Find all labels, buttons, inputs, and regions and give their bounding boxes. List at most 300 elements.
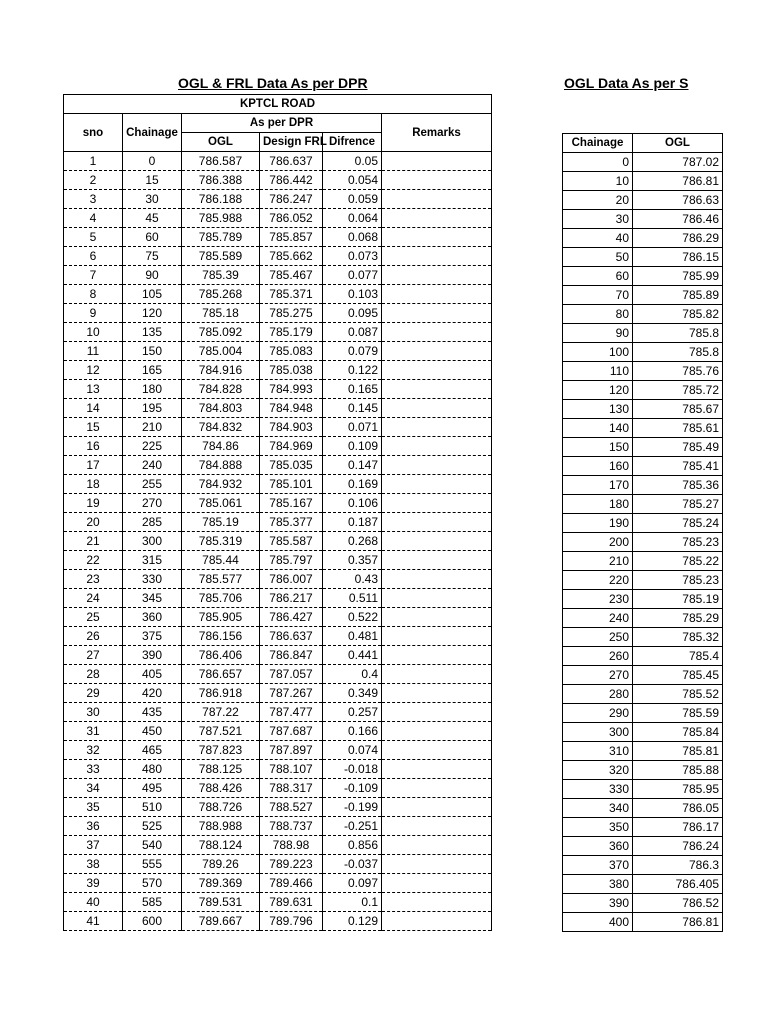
cell-remarks	[382, 760, 492, 779]
cell-ogl: 785.092	[182, 323, 260, 342]
cell-sno: 14	[64, 399, 123, 418]
cell-remarks	[382, 608, 492, 627]
table-row	[64, 152, 492, 171]
cell-remarks	[382, 247, 492, 266]
cell-sno: 15	[64, 418, 123, 437]
cell-chainage: 90	[123, 266, 182, 285]
cell-ogl: 786.46	[633, 210, 723, 229]
cell-chainage: 100	[563, 343, 633, 362]
cell-chainage: 300	[123, 532, 182, 551]
cell-ogl: 784.86	[182, 437, 260, 456]
cell-ogl: 786.63	[633, 191, 723, 210]
cell-ogl: 786.918	[182, 684, 260, 703]
cell-difference: 0.166	[323, 722, 382, 741]
table-row	[563, 742, 723, 761]
cell-ogl: 785.59	[633, 704, 723, 723]
cell-chainage: 310	[563, 742, 633, 761]
cell-sno: 31	[64, 722, 123, 741]
cell-ogl: 785.29	[633, 609, 723, 628]
cell-ogl: 788.988	[182, 817, 260, 836]
cell-remarks	[382, 152, 492, 171]
cell-chainage: 105	[123, 285, 182, 304]
cell-design-frl: 784.903	[260, 418, 323, 437]
cell-ogl: 786.05	[633, 799, 723, 818]
cell-ogl: 785.577	[182, 570, 260, 589]
cell-ogl: 786.52	[633, 894, 723, 913]
dpr-data-table	[63, 94, 492, 931]
table-row	[64, 285, 492, 304]
table-row	[563, 324, 723, 343]
cell-ogl: 784.828	[182, 380, 260, 399]
cell-difference: 0.073	[323, 247, 382, 266]
cell-design-frl: 785.179	[260, 323, 323, 342]
cell-chainage: 10	[563, 172, 633, 191]
cell-ogl: 789.531	[182, 893, 260, 912]
cell-chainage: 480	[123, 760, 182, 779]
cell-ogl: 787.02	[633, 153, 723, 172]
cell-difference: 0.068	[323, 228, 382, 247]
cell-sno: 1	[64, 152, 123, 171]
cell-remarks	[382, 513, 492, 532]
cell-chainage: 350	[563, 818, 633, 837]
cell-chainage: 210	[123, 418, 182, 437]
table-row	[64, 874, 492, 893]
cell-difference: 0.349	[323, 684, 382, 703]
cell-ogl: 785.67	[633, 400, 723, 419]
cell-chainage: 255	[123, 475, 182, 494]
table-row	[64, 722, 492, 741]
table-row	[563, 210, 723, 229]
table-row	[64, 247, 492, 266]
right-table-title: OGL Data As per S	[564, 75, 689, 91]
cell-chainage: 260	[563, 647, 633, 666]
cell-ogl: 786.81	[633, 913, 723, 932]
cell-design-frl: 785.857	[260, 228, 323, 247]
cell-sno: 22	[64, 551, 123, 570]
table-row	[563, 685, 723, 704]
cell-design-frl: 785.377	[260, 513, 323, 532]
cell-ogl: 785.76	[633, 362, 723, 381]
cell-difference: 0.257	[323, 703, 382, 722]
cell-remarks	[382, 380, 492, 399]
column-header-sno: sno	[64, 114, 123, 152]
cell-sno: 7	[64, 266, 123, 285]
table-row	[64, 190, 492, 209]
table-row	[64, 209, 492, 228]
cell-sno: 20	[64, 513, 123, 532]
cell-sno: 25	[64, 608, 123, 627]
cell-sno: 41	[64, 912, 123, 931]
survey-table-region	[556, 0, 719, 1024]
table-row	[563, 628, 723, 647]
cell-chainage: 40	[563, 229, 633, 248]
cell-chainage: 225	[123, 437, 182, 456]
cell-ogl: 785.905	[182, 608, 260, 627]
table-row	[563, 704, 723, 723]
cell-remarks	[382, 627, 492, 646]
cell-sno: 18	[64, 475, 123, 494]
cell-remarks	[382, 798, 492, 817]
cell-sno: 39	[64, 874, 123, 893]
cell-sno: 5	[64, 228, 123, 247]
cell-difference: 0.074	[323, 741, 382, 760]
cell-chainage: 360	[563, 837, 633, 856]
cell-ogl: 785.24	[633, 514, 723, 533]
cell-remarks	[382, 209, 492, 228]
table-row	[563, 248, 723, 267]
cell-ogl: 786.17	[633, 818, 723, 837]
cell-remarks	[382, 684, 492, 703]
cell-ogl: 786.405	[633, 875, 723, 894]
table-row	[64, 608, 492, 627]
table-row	[563, 267, 723, 286]
cell-chainage: 380	[563, 875, 633, 894]
table-row	[563, 894, 723, 913]
cell-sno: 2	[64, 171, 123, 190]
cell-chainage: 180	[123, 380, 182, 399]
cell-difference: 0.097	[323, 874, 382, 893]
cell-ogl: 785.88	[633, 761, 723, 780]
cell-chainage: 130	[563, 400, 633, 419]
table-row	[64, 513, 492, 532]
column-header-remarks: Remarks	[382, 114, 492, 152]
table-row	[563, 286, 723, 305]
table-row	[64, 342, 492, 361]
table-row	[64, 399, 492, 418]
table-row	[64, 684, 492, 703]
cell-design-frl: 787.267	[260, 684, 323, 703]
table-row	[563, 533, 723, 552]
table-row	[64, 551, 492, 570]
table-row	[64, 228, 492, 247]
cell-sno: 13	[64, 380, 123, 399]
cell-ogl: 786.3	[633, 856, 723, 875]
cell-ogl: 785.99	[633, 267, 723, 286]
cell-chainage: 390	[123, 646, 182, 665]
cell-ogl: 789.26	[182, 855, 260, 874]
cell-chainage: 230	[563, 590, 633, 609]
cell-sno: 36	[64, 817, 123, 836]
table-row	[563, 419, 723, 438]
table-row	[563, 457, 723, 476]
cell-chainage: 220	[563, 571, 633, 590]
cell-chainage: 270	[123, 494, 182, 513]
cell-design-frl: 786.217	[260, 589, 323, 608]
cell-chainage: 600	[123, 912, 182, 931]
cell-chainage: 160	[563, 457, 633, 476]
cell-chainage: 240	[123, 456, 182, 475]
column-header-chainage: Chainage	[123, 114, 182, 152]
cell-remarks	[382, 494, 492, 513]
cell-design-frl: 784.948	[260, 399, 323, 418]
cell-design-frl: 788.737	[260, 817, 323, 836]
cell-sno: 6	[64, 247, 123, 266]
cell-difference: 0.357	[323, 551, 382, 570]
cell-difference: -0.037	[323, 855, 382, 874]
cell-chainage: 120	[123, 304, 182, 323]
cell-ogl: 784.832	[182, 418, 260, 437]
cell-chainage: 195	[123, 399, 182, 418]
cell-difference: -0.199	[323, 798, 382, 817]
cell-sno: 37	[64, 836, 123, 855]
cell-design-frl: 785.101	[260, 475, 323, 494]
cell-ogl: 785.18	[182, 304, 260, 323]
cell-chainage: 120	[563, 381, 633, 400]
cell-chainage: 570	[123, 874, 182, 893]
cell-design-frl: 786.052	[260, 209, 323, 228]
cell-ogl: 785.95	[633, 780, 723, 799]
cell-difference: 0.481	[323, 627, 382, 646]
cell-chainage: 375	[123, 627, 182, 646]
cell-difference: 0.059	[323, 190, 382, 209]
cell-design-frl: 785.371	[260, 285, 323, 304]
cell-remarks	[382, 551, 492, 570]
cell-remarks	[382, 456, 492, 475]
cell-design-frl: 785.587	[260, 532, 323, 551]
table-row	[64, 817, 492, 836]
cell-difference: 0.165	[323, 380, 382, 399]
table-row	[64, 418, 492, 437]
cell-remarks	[382, 779, 492, 798]
table-row	[64, 380, 492, 399]
cell-ogl: 785.45	[633, 666, 723, 685]
cell-chainage: 435	[123, 703, 182, 722]
cell-chainage: 210	[563, 552, 633, 571]
cell-sno: 34	[64, 779, 123, 798]
cell-chainage: 360	[123, 608, 182, 627]
cell-ogl: 786.388	[182, 171, 260, 190]
cell-chainage: 80	[563, 305, 633, 324]
cell-ogl: 788.726	[182, 798, 260, 817]
cell-ogl: 789.667	[182, 912, 260, 931]
cell-sno: 10	[64, 323, 123, 342]
table-row	[563, 400, 723, 419]
cell-difference: 0.1	[323, 893, 382, 912]
cell-difference: 0.109	[323, 437, 382, 456]
cell-sno: 12	[64, 361, 123, 380]
cell-ogl: 786.15	[633, 248, 723, 267]
cell-sno: 23	[64, 570, 123, 589]
cell-sno: 4	[64, 209, 123, 228]
table-row	[563, 837, 723, 856]
group-header-as-per-dpr: As per DPR	[182, 114, 382, 133]
cell-remarks	[382, 437, 492, 456]
table-row	[64, 361, 492, 380]
cell-ogl: 788.125	[182, 760, 260, 779]
cell-sno: 33	[64, 760, 123, 779]
cell-ogl: 785.268	[182, 285, 260, 304]
cell-chainage: 45	[123, 209, 182, 228]
cell-ogl: 785.84	[633, 723, 723, 742]
cell-design-frl: 788.107	[260, 760, 323, 779]
cell-remarks	[382, 228, 492, 247]
table-row	[563, 172, 723, 191]
table-row	[64, 494, 492, 513]
table-row	[563, 495, 723, 514]
cell-remarks	[382, 912, 492, 931]
cell-ogl: 785.988	[182, 209, 260, 228]
table-row	[64, 798, 492, 817]
cell-sno: 8	[64, 285, 123, 304]
table-row	[563, 229, 723, 248]
cell-design-frl: 785.797	[260, 551, 323, 570]
table-row	[563, 362, 723, 381]
cell-design-frl: 786.247	[260, 190, 323, 209]
table-row	[563, 514, 723, 533]
cell-ogl: 789.369	[182, 874, 260, 893]
table-row	[563, 875, 723, 894]
column-header-ogl: OGL	[182, 133, 260, 152]
cell-ogl: 785.22	[633, 552, 723, 571]
cell-chainage: 330	[563, 780, 633, 799]
cell-chainage: 340	[563, 799, 633, 818]
cell-difference: 0.054	[323, 171, 382, 190]
cell-chainage: 110	[563, 362, 633, 381]
table-row	[64, 646, 492, 665]
cell-ogl: 788.426	[182, 779, 260, 798]
cell-chainage: 15	[123, 171, 182, 190]
cell-ogl: 785.72	[633, 381, 723, 400]
cell-chainage: 450	[123, 722, 182, 741]
cell-design-frl: 788.527	[260, 798, 323, 817]
table-row	[563, 780, 723, 799]
cell-sno: 28	[64, 665, 123, 684]
cell-remarks	[382, 874, 492, 893]
cell-design-frl: 786.442	[260, 171, 323, 190]
cell-chainage: 345	[123, 589, 182, 608]
cell-remarks	[382, 361, 492, 380]
survey-data-table	[562, 133, 723, 932]
cell-sno: 16	[64, 437, 123, 456]
cell-ogl: 785.89	[633, 286, 723, 305]
table-row	[563, 438, 723, 457]
cell-difference: 0.05	[323, 152, 382, 171]
cell-ogl: 786.81	[633, 172, 723, 191]
cell-design-frl: 786.847	[260, 646, 323, 665]
cell-chainage: 150	[563, 438, 633, 457]
table-row	[64, 437, 492, 456]
cell-chainage: 540	[123, 836, 182, 855]
cell-remarks	[382, 190, 492, 209]
cell-difference: 0.187	[323, 513, 382, 532]
cell-sno: 21	[64, 532, 123, 551]
cell-chainage: 300	[563, 723, 633, 742]
cell-chainage: 135	[123, 323, 182, 342]
cell-ogl: 785.706	[182, 589, 260, 608]
cell-remarks	[382, 285, 492, 304]
cell-remarks	[382, 475, 492, 494]
table-row	[563, 761, 723, 780]
cell-ogl: 785.789	[182, 228, 260, 247]
cell-design-frl: 785.038	[260, 361, 323, 380]
cell-difference: 0.087	[323, 323, 382, 342]
cell-chainage: 150	[123, 342, 182, 361]
column-header-chainage: Chainage	[563, 134, 633, 153]
cell-sno: 9	[64, 304, 123, 323]
cell-ogl: 786.188	[182, 190, 260, 209]
cell-remarks	[382, 722, 492, 741]
cell-chainage: 165	[123, 361, 182, 380]
table-row	[64, 703, 492, 722]
cell-chainage: 495	[123, 779, 182, 798]
table-row	[563, 647, 723, 666]
cell-remarks	[382, 532, 492, 551]
cell-difference: -0.109	[323, 779, 382, 798]
cell-ogl: 785.061	[182, 494, 260, 513]
table-row	[64, 304, 492, 323]
table-row	[64, 589, 492, 608]
cell-design-frl: 789.631	[260, 893, 323, 912]
cell-chainage: 280	[563, 685, 633, 704]
cell-chainage: 0	[123, 152, 182, 171]
cell-ogl: 785.8	[633, 343, 723, 362]
cell-chainage: 285	[123, 513, 182, 532]
cell-chainage: 250	[563, 628, 633, 647]
cell-sno: 38	[64, 855, 123, 874]
cell-design-frl: 789.223	[260, 855, 323, 874]
cell-chainage: 240	[563, 609, 633, 628]
cell-difference: 0.103	[323, 285, 382, 304]
left-table-title: OGL & FRL Data As per DPR	[178, 75, 368, 91]
cell-difference: -0.018	[323, 760, 382, 779]
cell-remarks	[382, 855, 492, 874]
cell-remarks	[382, 323, 492, 342]
cell-chainage: 510	[123, 798, 182, 817]
table-row	[563, 343, 723, 362]
cell-remarks	[382, 741, 492, 760]
cell-design-frl: 785.275	[260, 304, 323, 323]
cell-ogl: 785.39	[182, 266, 260, 285]
cell-ogl: 786.156	[182, 627, 260, 646]
table-row	[64, 475, 492, 494]
cell-ogl: 784.803	[182, 399, 260, 418]
table-row	[563, 723, 723, 742]
cell-difference: 0.071	[323, 418, 382, 437]
cell-chainage: 290	[563, 704, 633, 723]
cell-design-frl: 788.317	[260, 779, 323, 798]
cell-ogl: 788.124	[182, 836, 260, 855]
cell-difference: 0.43	[323, 570, 382, 589]
cell-ogl: 785.23	[633, 533, 723, 552]
table-row	[563, 799, 723, 818]
cell-difference: 0.145	[323, 399, 382, 418]
cell-difference: 0.106	[323, 494, 382, 513]
table-row	[64, 323, 492, 342]
cell-difference: 0.122	[323, 361, 382, 380]
cell-chainage: 315	[123, 551, 182, 570]
cell-remarks	[382, 399, 492, 418]
cell-chainage: 60	[563, 267, 633, 286]
cell-chainage: 370	[563, 856, 633, 875]
cell-chainage: 555	[123, 855, 182, 874]
table-row	[64, 741, 492, 760]
cell-ogl: 785.4	[633, 647, 723, 666]
cell-ogl: 785.36	[633, 476, 723, 495]
cell-chainage: 270	[563, 666, 633, 685]
cell-sno: 35	[64, 798, 123, 817]
cell-design-frl: 787.057	[260, 665, 323, 684]
cell-ogl: 785.82	[633, 305, 723, 324]
cell-chainage: 200	[563, 533, 633, 552]
table-row	[64, 779, 492, 798]
cell-remarks	[382, 646, 492, 665]
table-row	[563, 913, 723, 932]
cell-chainage: 330	[123, 570, 182, 589]
table-row	[64, 760, 492, 779]
table-row	[563, 552, 723, 571]
cell-design-frl: 785.083	[260, 342, 323, 361]
cell-design-frl: 787.897	[260, 741, 323, 760]
